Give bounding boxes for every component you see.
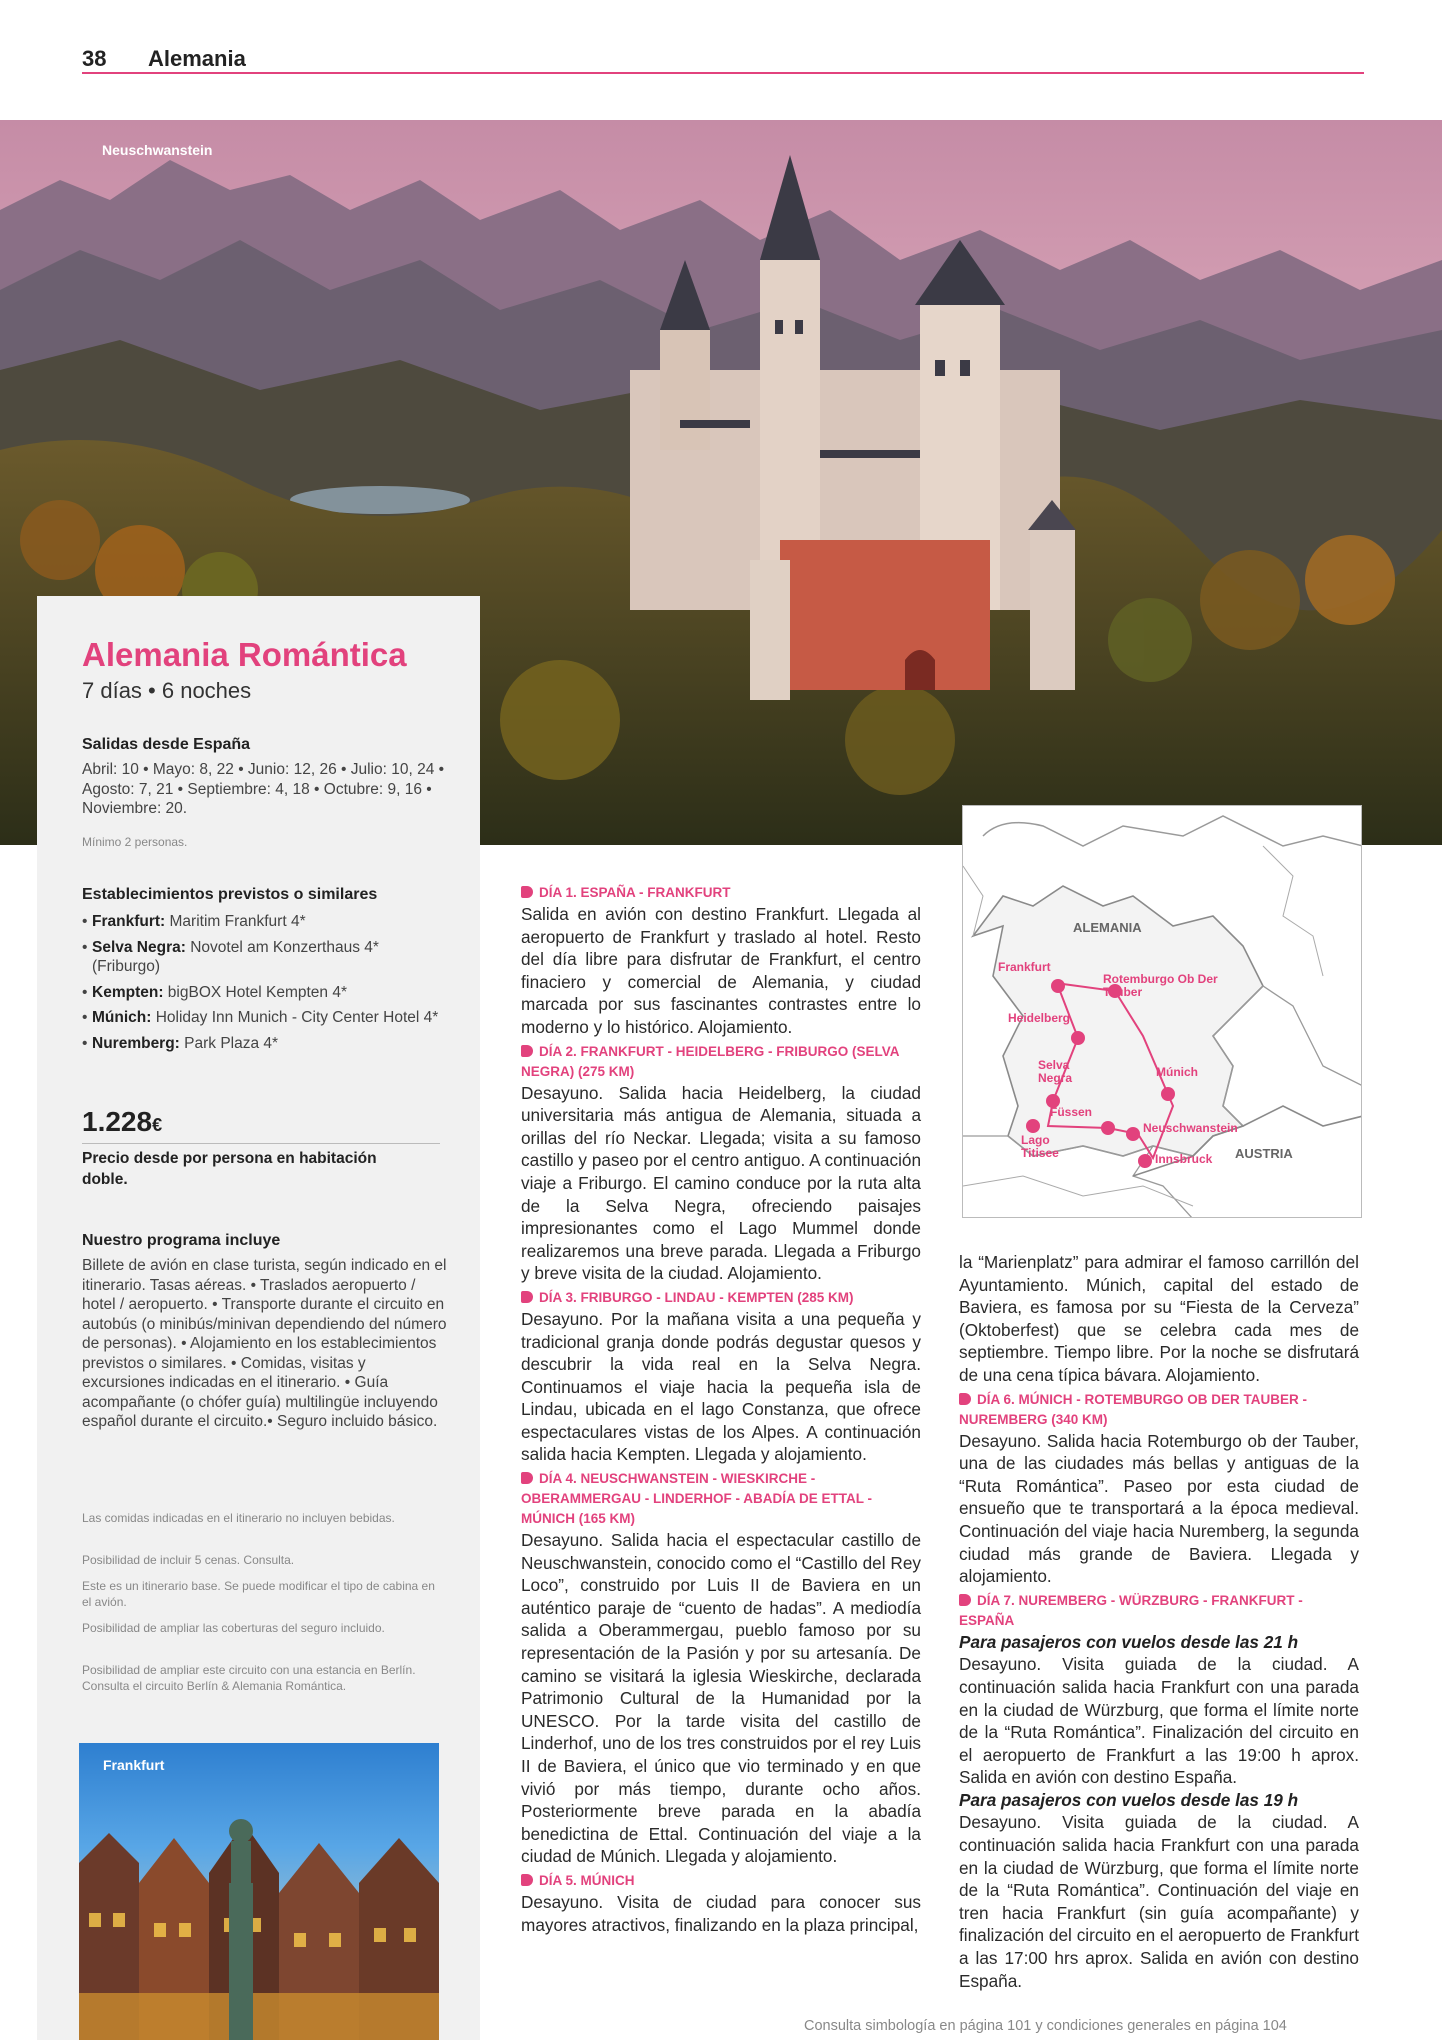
minimum-note: Mínimo 2 personas.	[82, 835, 188, 849]
bullet-icon	[521, 1045, 533, 1057]
day7-text-19h: Desayuno. Visita guiada de la ciudad. A continuación salida hacia Frankfurt con una parada en la ciudad de Würzburg, que forma el límite norte de la “Ruta Romántica”. Continuación del viaje en tren hacia Frankfurt (sin guía acompañante) y finalización del circuito en el aeropuerto de Frankfurt a las 17:00 hrs aprox. Salida en avión con destino España.	[959, 1812, 1359, 1991]
list-item: • Selva Negra: Novotel am Konzerthaus 4* (Friburgo)	[82, 938, 447, 977]
route-map	[962, 805, 1362, 1218]
day1-text: Salida en avión con destino Frankfurt. Llegada al aeropuerto de Frankfurt y traslado al hotel. Resto del día libre para disfrutar de Frankfurt, el centro finaciero y comercial de Alemania, y ciudad marcada por sus fascinantes contrastes entre lo moderno y lo histórico. Alojamiento.	[521, 904, 921, 1037]
map-label-rotemburgo: Rotemburgo Ob Der Tauber	[1103, 972, 1218, 999]
note-insurance: Posibilidad de ampliar las coberturas del seguro incluido.	[82, 1621, 385, 1635]
note-dinners: Posibilidad de incluir 5 cenas. Consulta.	[82, 1553, 295, 1567]
day7-title: DÍA 7. NUREMBERG - WÜRZBURG - FRANKFURT - ESPAÑA	[959, 1592, 1303, 1628]
list-item: • Kempten: bigBOX Hotel Kempten 4*	[82, 983, 447, 1003]
map-label-selva-negra: Selva Negra	[1038, 1058, 1073, 1085]
map-label-lago-titisee: Lago Titisee	[1021, 1133, 1059, 1160]
day7-subheading-19h: Para pasajeros con vuelos desde las 19 h	[959, 1789, 1299, 1810]
day6-text: Desayuno. Salida hacia Rotemburgo ob der Tauber, una de las ciudades más bellas y antiguas de la “Ruta Romántica”. Paseo por esta ciudad de ensueño que te transportará a la época medieval. Continuación del viaje hacia Nuremberg, la segunda ciudad más grande de Baviera. Llegada y alojamiento.	[959, 1430, 1359, 1587]
includes-text: Billete de avión en clase turista, según indicado en el itinerario. Tasas aéreas. • Traslados aeropuerto / hotel / aeropuerto. • Transporte durante el circuito en autobús (o minibús/minivan dependiendo del número de personas). • Alojamiento en los establecimientos previstos o similares. • Comidas, visitas y excursiones indicadas en el itinerario. • Guía acompañante (o chófer guía) multilingüe incluyendo español durante el circuito.• Seguro incluido básico.	[82, 1257, 447, 1430]
day7-text-21h: Desayuno. Visita guiada de la ciudad. A continuación salida hacia Frankfurt con una parada en la ciudad de Würzburg, que forma el límite norte de la “Ruta Romántica”. Finalización del circuito en el aeropuerto de Frankfurt a las 19:00 h aprox. Salida en avión con destino España.	[959, 1654, 1359, 1788]
map-country-austria: AUSTRIA	[1235, 1146, 1293, 1161]
bullet-icon	[521, 1291, 533, 1303]
list-item: • Múnich: Holiday Inn Munich - City Center Hotel 4*	[82, 1008, 447, 1028]
day5-text-start: Desayuno. Visita de ciudad para conocer sus mayores atractivos, finalizando en la plaza principal,	[521, 1891, 921, 1935]
price	[82, 1106, 162, 1138]
includes-heading: Nuestro programa incluye	[82, 1232, 281, 1249]
day3-title: DÍA 3. FRIBURGO - LINDAU - KEMPTEN (285 KM)	[521, 1288, 921, 1308]
page-header	[82, 44, 1364, 74]
itinerary-column-2	[959, 1251, 1359, 1992]
bullet-icon	[521, 1874, 533, 1886]
day5-title: DÍA 5. MÚNICH	[521, 1871, 921, 1891]
day4-title: DÍA 4. NEUSCHWANSTEIN - WIESKIRCHE - OBERAMMERGAU - LINDERHOF - ABADÍA DE ETTAL - MÚNICH (165 KM)	[521, 1471, 872, 1527]
departures-text: Abril: 10 • Mayo: 8, 22 • Junio: 12, 26 • Julio: 10, 24 • Agosto: 7, 21 • Septiembre: 4, 18 • Octubre: 9, 16 • Noviembre: 20.	[82, 761, 445, 817]
day2-title: DÍA 2. FRANKFURT - HEIDELBERG - FRIBURGO (SELVA NEGRA) (275 KM)	[521, 1043, 899, 1079]
trip-title: Alemania Romántica	[82, 636, 407, 673]
price-divider	[82, 1143, 440, 1144]
hotels-heading: Establecimientos previstos o similares	[82, 886, 378, 903]
day4-text: Desayuno. Salida hacia el espectacular castillo de Neuschwanstein, conocido como el “Castillo del Rey Loco”, construido por Luis II de Baviera en un auténtico paraje de “cuento de hadas”. A mediodía salida a Oberammergau, pueblo famoso por su representación de la Pasión y por su artesanía. De camino se visitará la iglesia Wieskirche, declarada Patrimonio Cultural de la Humanidad por la UNESCO. Por la tarde visita del castillo de Linderhof, uno de los tres construidos por el rey Luis II de Baviera, el único que vio terminado y en que vivió por más tiempo, durante ocho años. Posteriormente breve parada en la abadía benedictina de Ettal. Continuación del viaje a la ciudad de Múnich. Llegada y alojamiento.	[521, 1530, 921, 1867]
bullet-icon	[959, 1594, 971, 1606]
day7-subheading-21h: Para pasajeros con vuelos desde las 21 h	[959, 1631, 1299, 1652]
map-label-heidelberg: Heidelberg	[1008, 1011, 1071, 1025]
section-title: Alemania	[148, 46, 246, 71]
frankfurt-square-illustration	[79, 1743, 439, 2040]
price-note: Precio desde por persona en habitación doble.	[82, 1150, 377, 1188]
list-item: • Nuremberg: Park Plaza 4*	[82, 1034, 447, 1054]
bullet-icon	[959, 1393, 971, 1405]
map-label-innsbruck: Innsbruck	[1155, 1152, 1213, 1166]
price-value: 1.228	[82, 1106, 153, 1137]
day2-text: Desayuno. Salida hacia Heidelberg, la ciudad universitaria más antigua de Alemania, situada a orillas del río Neckar. Llegada; visita a su famoso castillo y paseo por el centro antiguo. A continuación viaje a Friburgo. El camino conduce por la ruta alta de la Selva Negra, ofreciendo paisajes impresionantes como el Lago Mummel donde realizaremos una breve parada. Llegada a Friburgo y breve visita de la ciudad. Alojamiento.	[521, 1082, 921, 1284]
list-item: • Frankfurt: Maritim Frankfurt 4*	[82, 912, 447, 932]
map-label-fussen: Füssen	[1050, 1105, 1093, 1119]
map-label-frankfurt: Frankfurt	[998, 960, 1051, 974]
note-berlin: Posibilidad de ampliar este circuito con una estancia en Berlín. Consulta el circuito Berlín & Alemania Romántica.	[82, 1663, 416, 1693]
page-footer: Consulta simbología en página 101 y condiciones generales en página 104	[804, 2018, 1287, 2034]
day6-title: DÍA 6. MÚNICH - ROTEMBURGO OB DER TAUBER - NUREMBERG (340 KM)	[959, 1391, 1307, 1427]
page-number: 38	[82, 46, 107, 71]
map-label-munich: Múnich	[1156, 1065, 1198, 1079]
bullet-icon	[521, 886, 533, 898]
frankfurt-caption: Frankfurt	[103, 1757, 165, 1773]
day5-text-end: la “Marienplatz” para admirar el famoso carrillón del Ayuntamiento. Múnich, capital del estado de Baviera, es famosa por su “Fiesta de la Cerveza” (Oktoberfest) que se celebra cada mes de septiembre. Tiempo libre. Por la noche se disfrutará de una cena típica bávara. Alojamiento.	[959, 1252, 1359, 1385]
note-meals: Las comidas indicadas en el itinerario no incluyen bebidas.	[82, 1511, 395, 1525]
map-label-neuschwanstein: Neuschwanstein	[1143, 1121, 1238, 1135]
hero-caption: Neuschwanstein	[102, 142, 213, 158]
bullet-icon	[521, 1472, 533, 1484]
departures-heading: Salidas desde España	[82, 736, 251, 753]
frankfurt-photo	[79, 1743, 439, 2040]
trip-duration: 7 días • 6 noches	[82, 678, 252, 703]
itinerary-column-1	[521, 880, 921, 1936]
day3-text: Desayuno. Por la mañana visita a una pequeña y tradicional granja donde podrás degustar quesos y descubrir la vida real en la Selva Negra. Continuamos el viaje hacia la pequeña isla de Lindau, ubicada en el lago Constanza, que ofrece espectaculares vistas de los Alpes. A continuación salida hacia Kempten. Llegada y alojamiento.	[521, 1308, 921, 1465]
hotels-list	[82, 912, 447, 1059]
day1-title: DÍA 1. ESPAÑA - FRANKFURT	[521, 883, 921, 903]
price-currency: €	[152, 1115, 163, 1135]
note-itinerary: Este es un itinerario base. Se puede modificar el tipo de cabina en el avión.	[82, 1579, 435, 1609]
map-country-germany: ALEMANIA	[1073, 920, 1142, 935]
